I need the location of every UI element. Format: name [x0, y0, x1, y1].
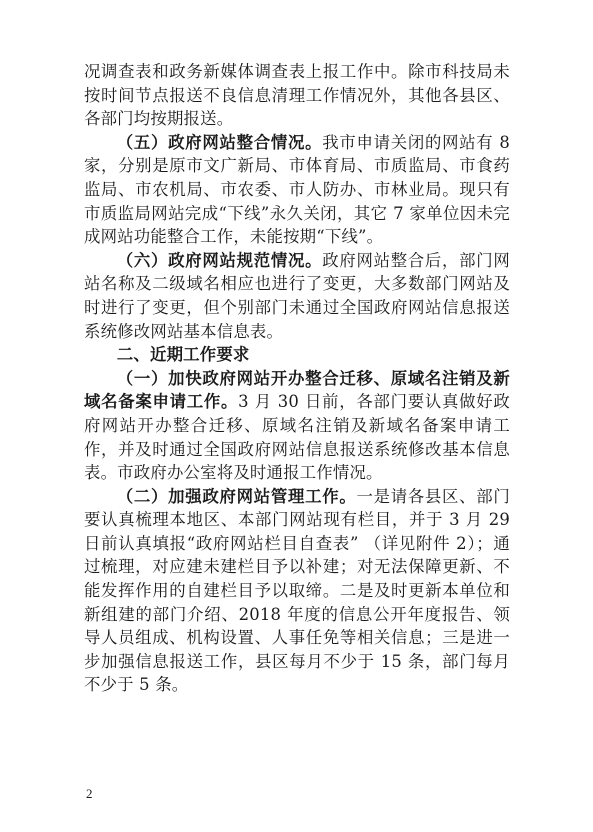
section-heading: （五）政府网站整合情况。: [116, 132, 323, 152]
paragraph-website-standardization: [84, 249, 510, 343]
section-heading: （二）加强政府网站管理工作。: [116, 486, 357, 506]
section-heading: （一）加快政府网站开办整合迁移、原域名注销及新域名备案申请工作。: [84, 368, 510, 412]
section-title-requirements: [84, 343, 510, 367]
paragraph-strengthen-management: [84, 485, 510, 697]
paragraph-text: 一是请各县区、部门要认真梳理本地区、本部门网站现有栏目，并于 3 月 29 日前认真填报“政府网站栏目自查表” （详见附件 2）；通过梳理，对应建未建栏目予以补建；对无法保障更新、不能发挥作用的自建栏目予以取缔。二是及时更新本单位和新组建的部门介绍、2018 年度的信息公开年度报告、领导人员组成、机构设置、人事任免等相关信息；三是进一步加强信息报送工作，县区每月不少于 15 条，部门每月不少于 5 条。: [84, 486, 510, 695]
document-body: [84, 60, 510, 697]
page-number: 2: [86, 786, 93, 801]
paragraph-website-integration: [84, 131, 510, 249]
section-heading: 二、近期工作要求: [116, 345, 250, 365]
section-heading: （六）政府网站规范情况。: [116, 250, 323, 270]
paragraph-text: 3 月 30 日前，各部门要认真做好政府网站开办整合迁移、原域名注销及新域名备案申请工作，并及时通过全国政府网站信息报送系统修改基本信息表。市政府办公室将及时通报工作情况。: [84, 392, 510, 483]
paragraph-text: 政府网站整合后，部门网站名称及二级域名相应也进行了变更，大多数部门网站及时进行了变更，但个别部门未通过全国政府网站信息报送系统修改网站基本信息表。: [84, 250, 510, 341]
paragraph-text: 我市申请关闭的网站有 8 家，分别是原市文广新局、市体育局、市质监局、市食药监局、市农机局、市农委、市人防办、市林业局。现只有市质监局网站完成“下线”永久关闭，其它 7 家单位因未完成网站功能整合工作，未能按期“下线”。: [84, 132, 510, 247]
paragraph-continuation: [84, 60, 510, 131]
paragraph-text: 况调查表和政务新媒体调查表上报工作中。除市科技局未按时间节点报送不良信息清理工作情况外，其他各县区、各部门均按期报送。: [84, 62, 510, 129]
paragraph-speed-up-integration: [84, 367, 510, 485]
